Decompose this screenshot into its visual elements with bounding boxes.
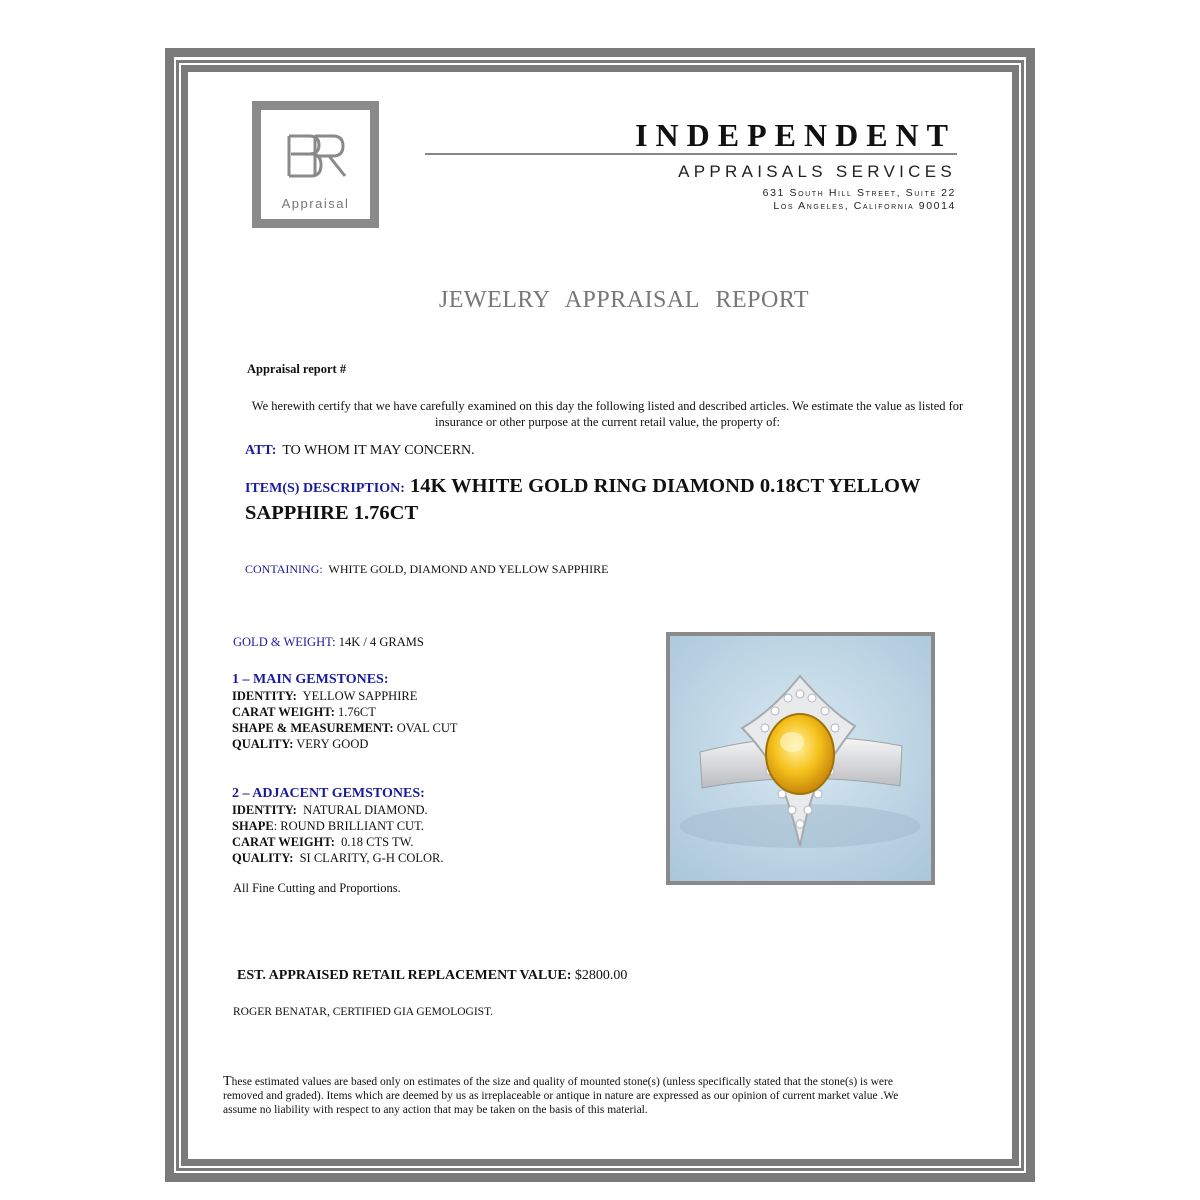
- br-monogram-icon: [281, 132, 351, 184]
- adjacent-gemstones-heading: 2 – ADJACENT GEMSTONES:: [232, 786, 425, 801]
- disclaimer: [223, 1075, 923, 1117]
- appraisal-logo: [252, 101, 379, 228]
- company-address: [560, 187, 956, 213]
- report-number-label: Appraisal report #: [247, 362, 347, 376]
- gold-weight-value: : 14K / 4 GRAMS: [332, 635, 424, 649]
- item-description: [245, 474, 965, 526]
- att-value: TO WHOM IT MAY CONCERN.: [282, 443, 475, 458]
- gold-weight-line: [233, 635, 424, 650]
- estimated-value: $2800.00: [574, 968, 628, 983]
- estimated-value-line: [237, 968, 627, 984]
- main-gemstones-heading: 1 – MAIN GEMSTONES:: [232, 672, 389, 687]
- containing-value: WHITE GOLD, DIAMOND AND YELLOW SAPPHIRE: [328, 562, 609, 576]
- disclaimer-initial: T: [223, 1074, 232, 1089]
- att-line: [245, 443, 475, 459]
- item-description-label: ITEM(S) DESCRIPTION:: [245, 481, 405, 496]
- logo-caption: Appraisal: [281, 196, 350, 211]
- ring-image-icon: [670, 636, 931, 881]
- main-carat: CARAT WEIGHT: 1.76CT: [232, 705, 376, 719]
- main-shape: SHAPE & MEASUREMENT: OVAL CUT: [232, 721, 458, 735]
- adjacent-identity: IDENTITY: NATURAL DIAMOND.: [232, 803, 428, 817]
- adjacent-shape: SHAPE: ROUND BRILLIANT CUT.: [232, 819, 424, 833]
- containing-line: [245, 562, 608, 577]
- certification-text: We herewith certify that we have carefully examined on this day the following listed and described articles. We estimate the value as listed for insurance or other purpose at the current retail value, the property of:: [251, 399, 964, 429]
- company-name: INDEPENDENT: [635, 117, 956, 153]
- disclaimer-text: hese estimated values are based only on estimates of the size and quality of mounted stone(s) (unless specifically stated that the stone(s) is were removed and graded). Items which are deemed by us as irreplaceable or antique in nature are expressed as our opinion of current market value .We assume no liability with respect to any action that may be taken on the basis of this material.: [223, 1076, 899, 1116]
- report-title: JEWELRY APPRAISAL REPORT: [438, 287, 810, 313]
- main-quality: QUALITY: VERY GOOD: [232, 737, 369, 751]
- adjacent-carat: CARAT WEIGHT: 0.18 CTS TW.: [232, 835, 414, 849]
- appraiser-name: ROGER BENATAR, CERTIFIED GIA GEMOLOGIST.: [233, 1006, 494, 1018]
- fine-cutting-note: All Fine Cutting and Proportions.: [233, 881, 401, 895]
- adjacent-quality: QUALITY: SI CLARITY, G-H COLOR.: [232, 851, 444, 865]
- company-subtitle: APPRAISALS SERVICES: [678, 162, 956, 181]
- adjacent-gemstones-section: [232, 785, 443, 866]
- item-description-value: 14K WHITE GOLD RING DIAMOND 0.18CT YELLOW SAPPHIRE 1.76CT: [245, 475, 921, 524]
- header-divider: [425, 153, 957, 155]
- address-line-1: 631 South Hill Street, Suite 22: [762, 187, 956, 199]
- address-line-2: Los Angeles, California 90014: [773, 200, 956, 212]
- estimated-value-label: EST. APPRAISED RETAIL REPLACEMENT VALUE:: [237, 968, 572, 983]
- main-gemstones-section: [232, 671, 458, 752]
- main-identity: IDENTITY: YELLOW SAPPHIRE: [232, 689, 418, 703]
- inner-border: [181, 65, 1019, 1166]
- att-label: ATT:: [245, 443, 277, 458]
- gold-weight-label: GOLD & WEIGHT: [233, 635, 333, 649]
- containing-label: CONTAINING:: [245, 562, 323, 576]
- ring-photo: [666, 632, 935, 885]
